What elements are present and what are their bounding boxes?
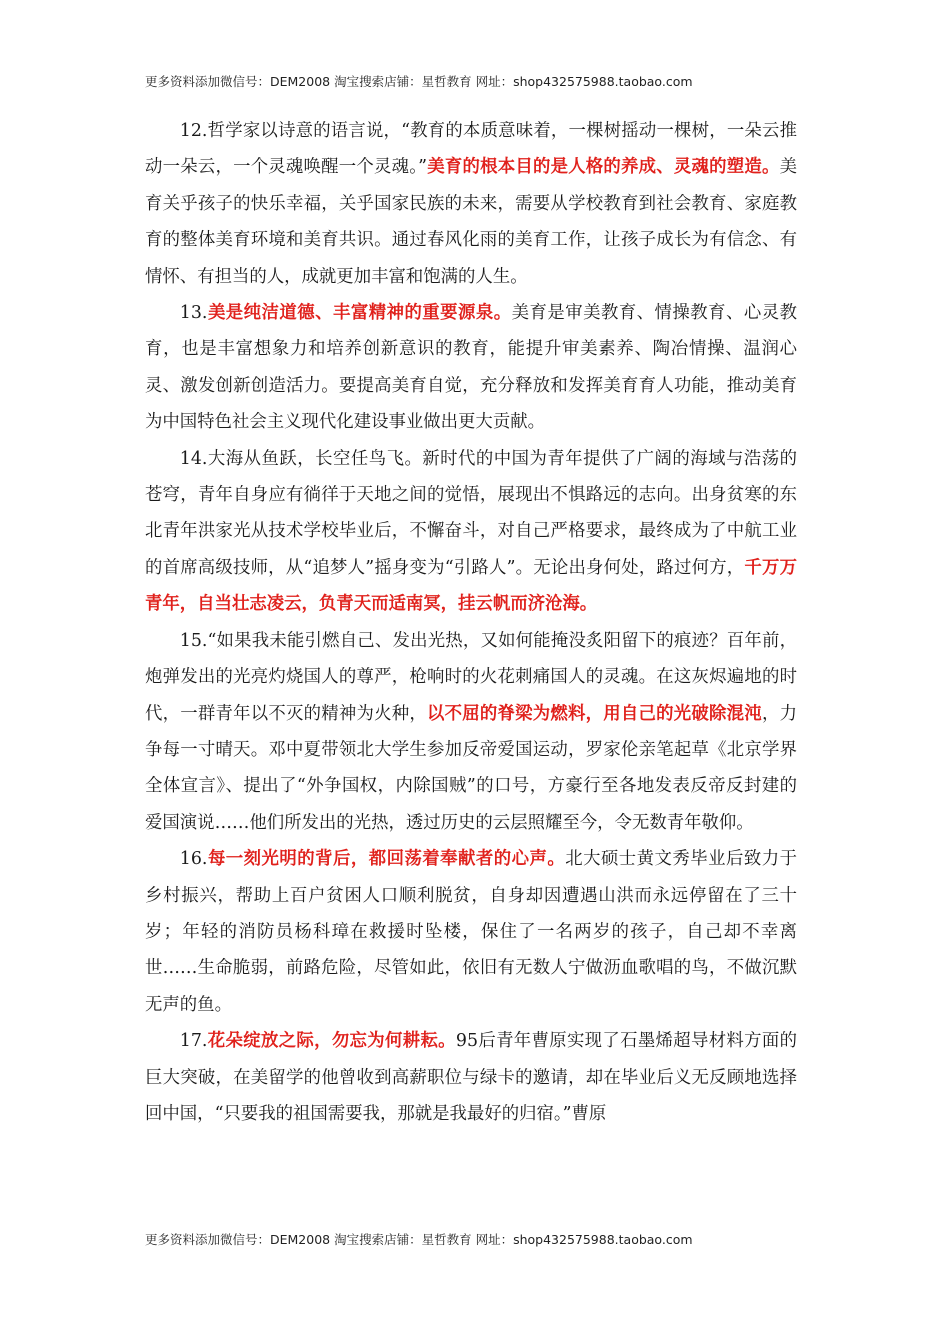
footer-banner: 更多资料添加微信号：DEM2008 淘宝搜索店铺：星哲教育 网址：shop432575988.taobao.com <box>145 1232 693 1247</box>
paragraph-13 <box>145 295 797 441</box>
paragraph-text: ，力争每一寸晴天。邓中夏带领北大学生参加反帝爱国运动，罗家伦亲笔起草《北京学界全体宣言》、提出了“外争国权，内除国贼”的口号，方豪行至各地发表反帝反封建的爱国演说……他们所发出的光热，透过历史的云层照耀至今，令无数青年敬仰。 <box>145 703 797 833</box>
paragraph-12 <box>145 113 797 295</box>
paragraph-text: 14.大海从鱼跃，长空任鸟飞。新时代的中国为青年提供了广阔的海域与浩荡的苍穹，青年自身应有徜徉于天地之间的觉悟，展现出不惧路远的志向。出身贫寒的东北青年洪家光从技术学校毕业后，不懈奋斗，对自己严格要求，最终成为了中航工业的首席高级技师，从“追梦人”摇身变为“引路人”。无论出身何处，路过何方， <box>145 448 797 578</box>
paragraph-text: 16. <box>179 849 208 870</box>
highlight-text: 花朵绽放之际，勿忘为何耕耘。 <box>207 1031 456 1052</box>
paragraph-14 <box>145 441 797 623</box>
paragraph-text: 美育关乎孩子的快乐幸福，关乎国家民族的未来，需要从学校教育到社会教育、家庭教育的整体美育环境和美育共识。通过春风化雨的美育工作，让孩子成长为有信念、有情怀、有担当的人，成就更加丰富和饱满的人生。 <box>145 157 797 287</box>
paragraph-text: 15.“如果我未能引燃自己、发出光热，又如何能掩没炙阳留下的痕迹？百年前，炮弹发出的光亮灼烧国人的尊严，枪响时的火花刺痛国人的灵魂。在这灰烬遍地的时代，一群青年以不灭的精神为火种， <box>145 630 797 724</box>
paragraph-15 <box>145 623 797 841</box>
paragraph-17 <box>145 1023 797 1132</box>
document-body <box>145 113 797 1132</box>
paragraph-text: 北大硕士黄文秀毕业后致力于乡村振兴，帮助上百户贫困人口顺利脱贫，自身却因遭遇山洪而永远停留在了三十岁；年轻的消防员杨科璋在救援时坠楼，保住了一名两岁的孩子，自己却不幸离世……生命脆弱，前路危险，尽管如此，依旧有无数人宁做沥血歌唱的鸟，不做沉默无声的鱼。 <box>145 849 797 1015</box>
highlight-text: 美是纯洁道德、丰富精神的重要源泉。 <box>207 303 512 324</box>
paragraph-text: 13. <box>179 303 208 324</box>
highlight-text: 千万万青年，自当壮志凌云，负青天而适南冥，挂云帆而济沧海。 <box>145 557 797 615</box>
paragraph-16 <box>145 841 797 1023</box>
highlight-text: 美育的根本目的是人格的养成、灵魂的塑造。 <box>427 157 780 178</box>
highlight-text: 以不屈的脊梁为燃料，用自己的光破除混沌 <box>427 703 762 724</box>
paragraph-text: 美育是审美教育、情操教育、心灵教育，也是丰富想象力和培养创新意识的教育，能提升审美素养、陶冶情操、温润心灵、激发创新创造活力。要提高美育自觉，充分释放和发挥美育育人功能，推动美育为中国特色社会主义现代化建设事业做出更大贡献。 <box>145 303 797 433</box>
paragraph-text: 17. <box>179 1031 208 1052</box>
highlight-text: 每一刻光明的背后，都回荡着奉献者的心声。 <box>207 849 566 870</box>
paragraph-text: 12.哲学家以诗意的语言说，“教育的本质意味着，一棵树摇动一棵树，一朵云推动一朵云，一个灵魂唤醒一个灵魂。” <box>145 121 797 178</box>
header-banner: 更多资料添加微信号：DEM2008 淘宝搜索店铺：星哲教育 网址：shop432575988.taobao.com <box>145 74 693 89</box>
paragraph-text: 95后青年曹原实现了石墨烯超导材料方面的巨大突破，在美留学的他曾收到高薪职位与绿卡的邀请，却在毕业后义无反顾地选择回中国，“只要我的祖国需要我，那就是我最好的归宿。”曹原 <box>145 1031 797 1124</box>
